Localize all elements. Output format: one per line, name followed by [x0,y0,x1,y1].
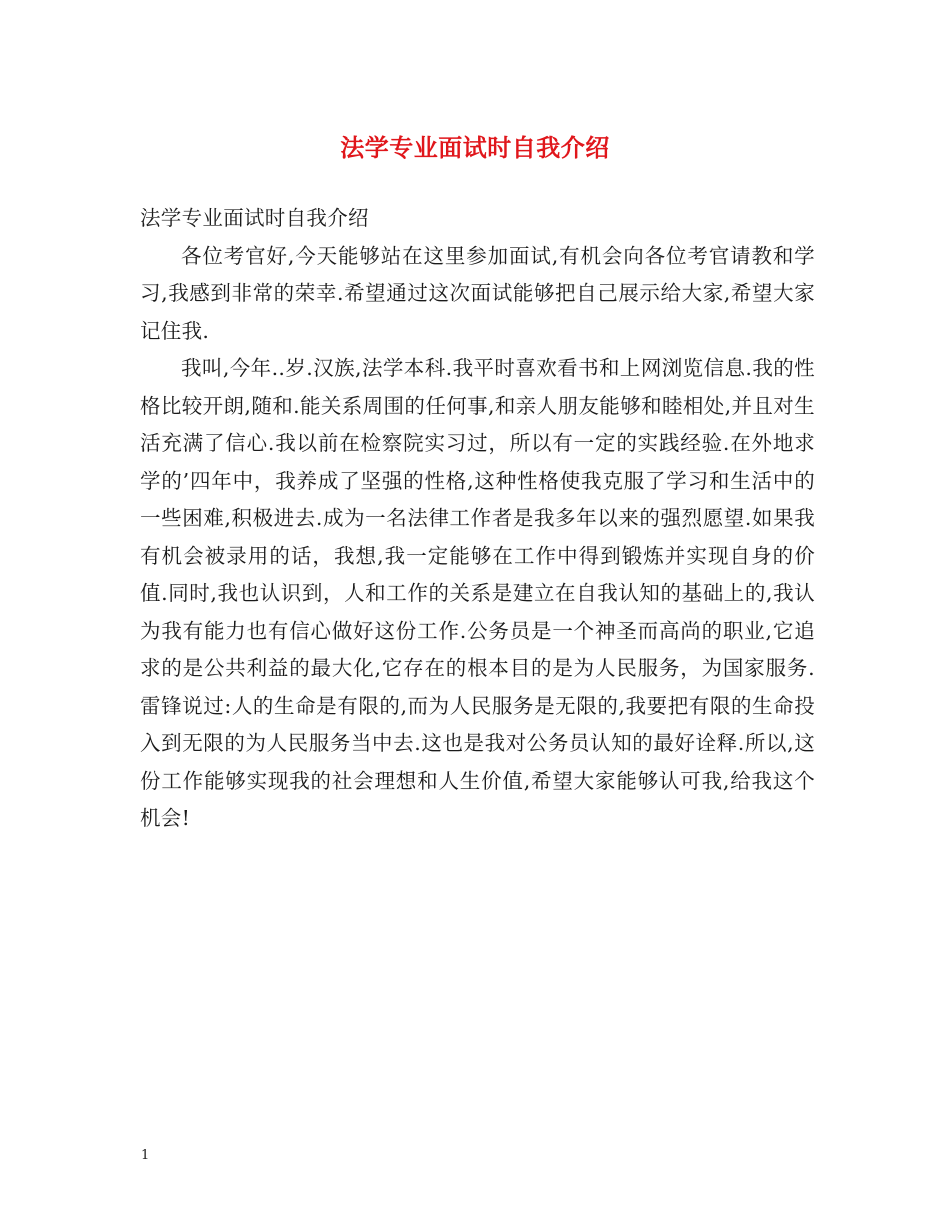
document-title: 法学专业面试时自我介绍 [340,134,610,162]
body-heading: 法学专业面试时自我介绍 [140,206,369,230]
document-body [140,200,815,838]
paragraph-self-introduction: 我叫,今年..岁.汉族,法学本科.我平时喜欢看书和上网浏览信息.我的性格比较开朗,随和.能关系周围的任何事,和亲人朋友能够和睦相处,并且对生活充满了信心.我以前在检察院实习过，所以有一定的实践经验.在外地求学的’四年中，我养成了坚强的性格,这种性格使我克服了学习和生活中的一些困难,积极进去.成为一名法律工作者是我多年以来的强烈愿望.如果我有机会被录用的话，我想,我一定能够在工作中得到锻炼并实现自身的价值.同时,我也认识到，人和工作的关系是建立在自我认知的基础上的,我认为我有能力也有信心做好这份工作.公务员是一个神圣而高尚的职业,它追求的是公共利益的最大化,它存在的根本目的是为人民服务，为国家服务.雷锋说过:人的生命是有限的,而为人民服务是无限的,我要把有限的生命投入到无限的为人民服务当中去.这也是我对公务员认知的最好诠释.所以,这份工作能够实现我的社会理想和人生价值,希望大家能够认可我,给我这个机会! [140,356,815,830]
page-number: 1 [141,1148,150,1163]
paragraph-greeting: 各位考官好,今天能够站在这里参加面试,有机会向各位考官请教和学习,我感到非常的荣幸.希望通过这次面试能够把自己展示给大家,希望大家记住我. [140,243,815,343]
